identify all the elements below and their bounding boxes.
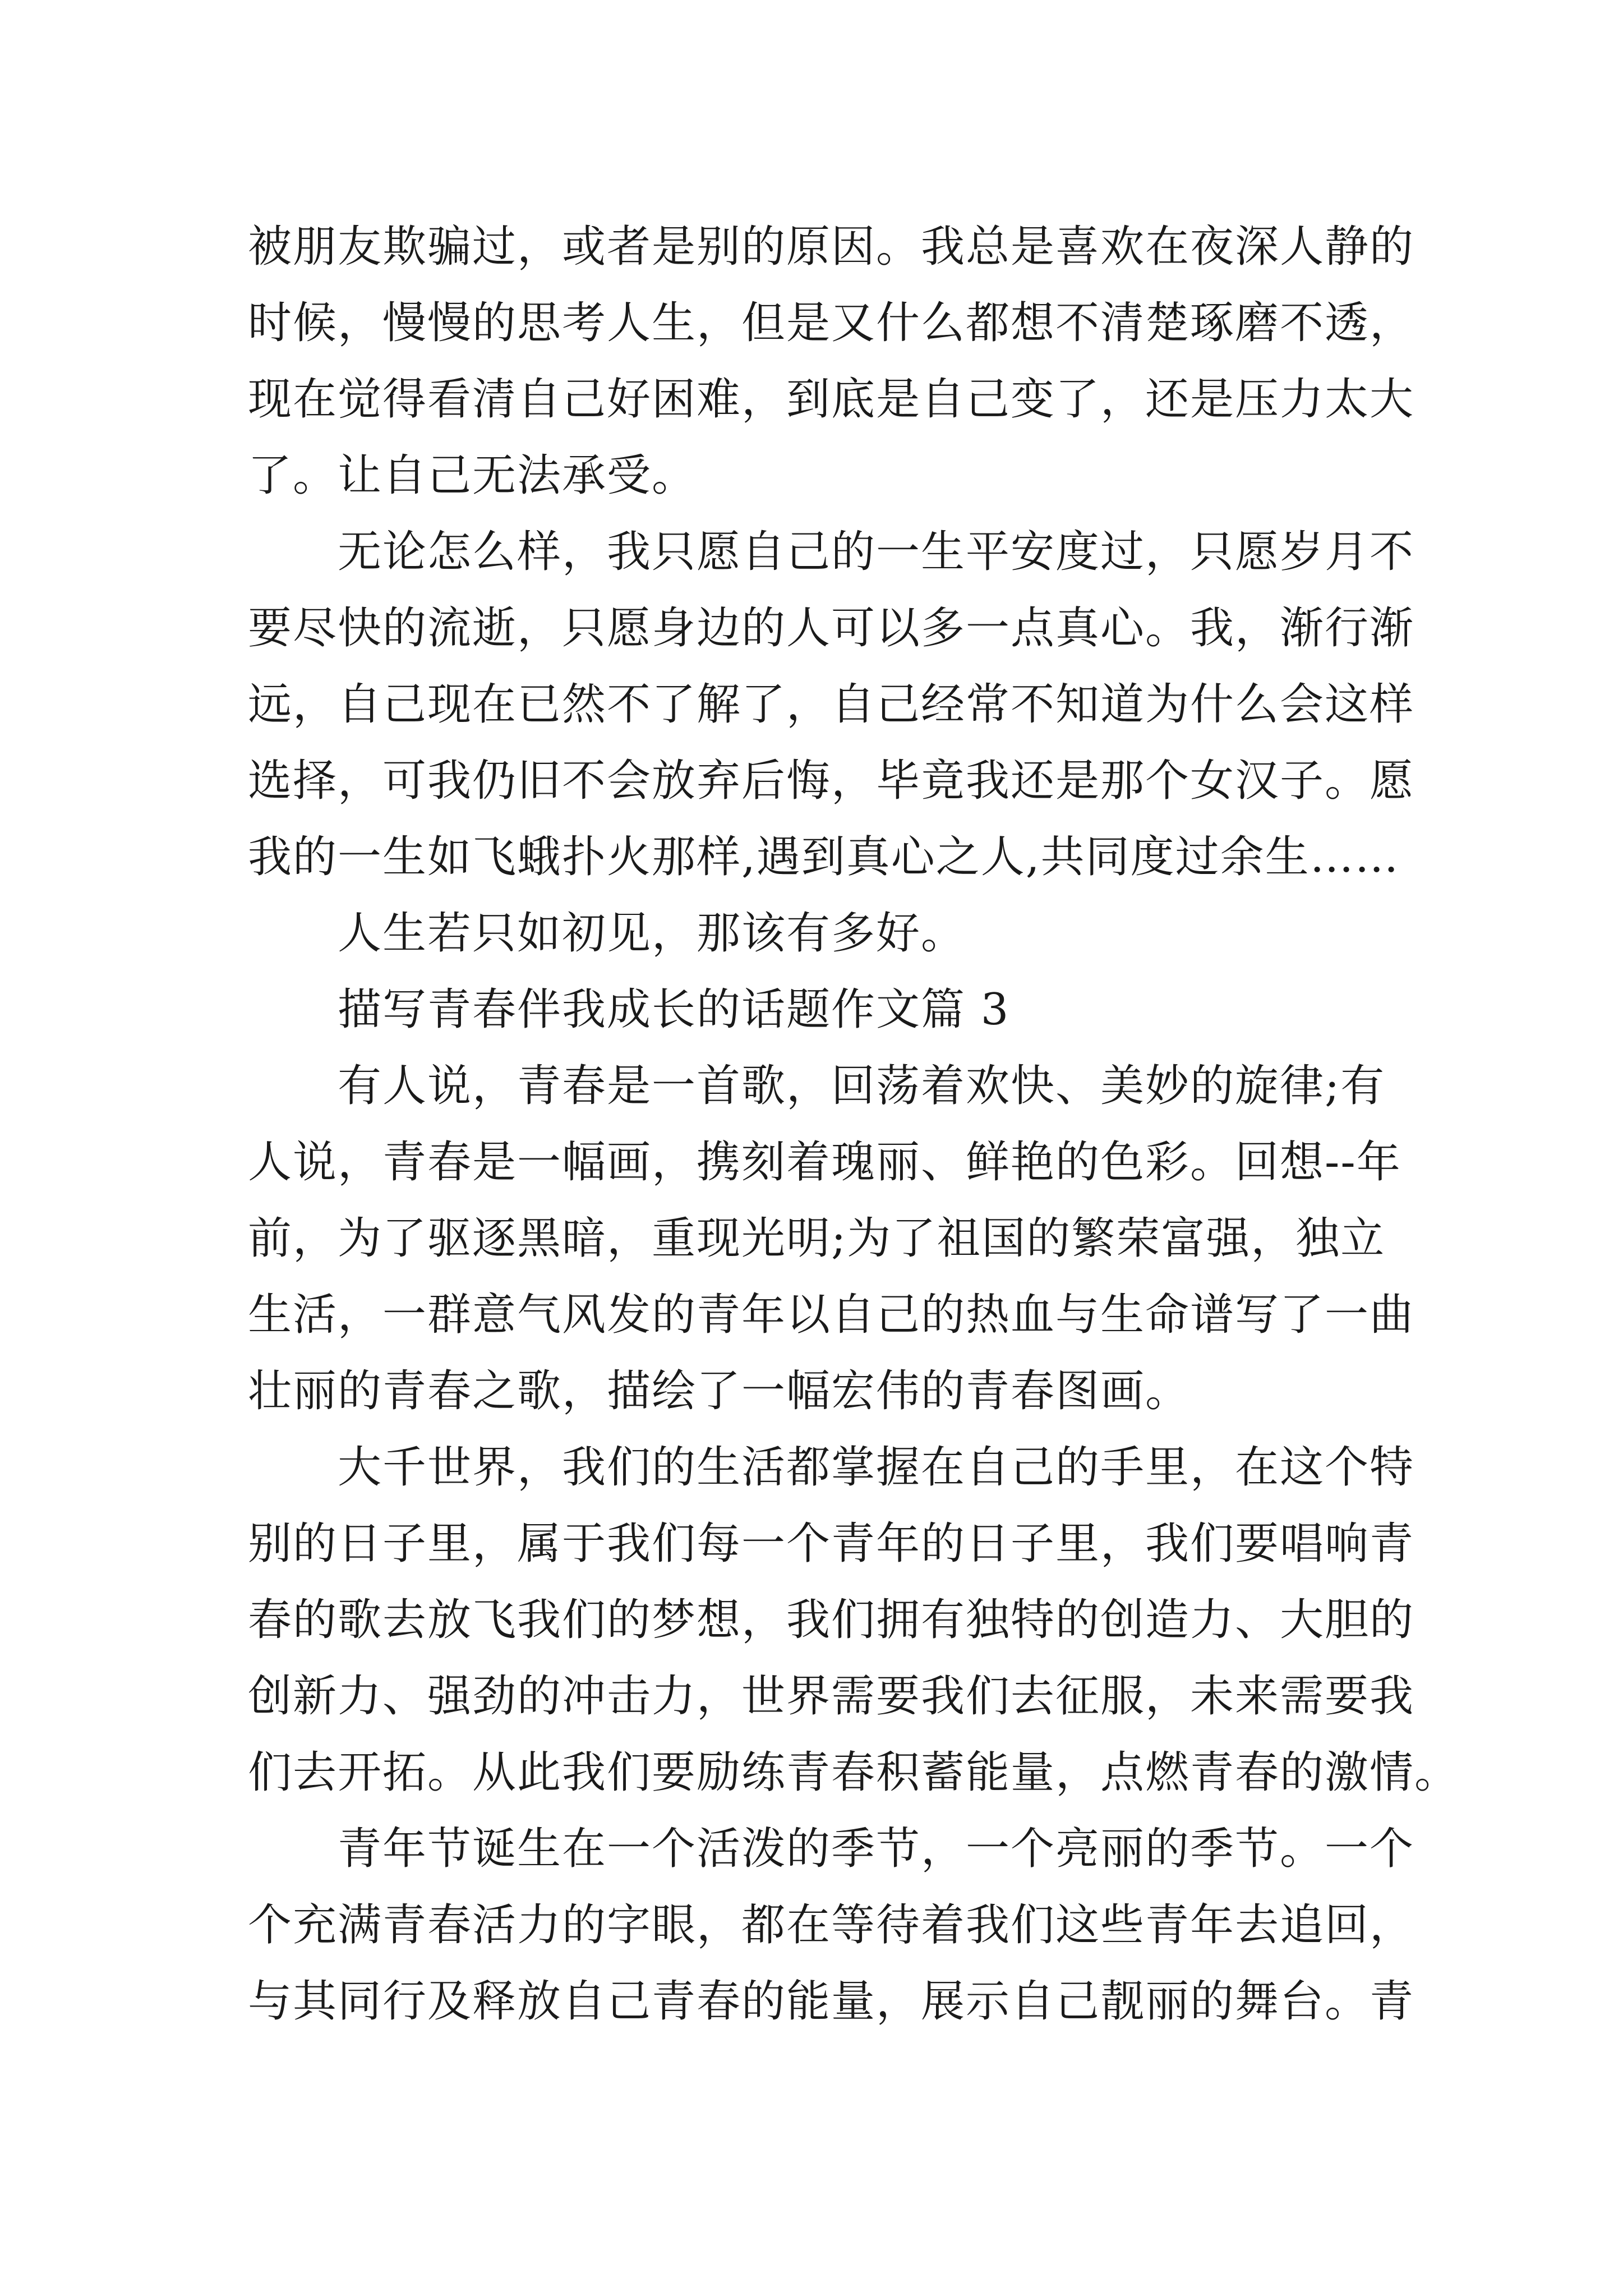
text-line: 人说，青春是一幅画，携刻着瑰丽、鲜艳的色彩。回想--年	[248, 1137, 1401, 1188]
text-line: 要尽快的流逝，只愿身边的人可以多一点真心。我，渐行渐	[248, 603, 1415, 654]
text-line: 与其同行及释放自己青春的能量，展示自己靓丽的舞台。青	[248, 1976, 1415, 2027]
body-text	[248, 209, 1460, 2040]
text-line: 远，自己现在已然不了解了，自己经常不知道为什么会这样	[248, 679, 1415, 730]
text-line: 前，为了驱逐黑暗，重现光明;为了祖国的繁荣富强，独立	[248, 1213, 1386, 1264]
paragraph-first-line: 有人说，青春是一首歌，回荡着欢快、美妙的旋律;有	[338, 1061, 1386, 1111]
section-heading: 描写青春伴我成长的话题作文篇 3	[338, 984, 1010, 1035]
paragraph-first-line: 无论怎么样，我只愿自己的一生平安度过，只愿岁月不	[338, 527, 1415, 577]
text-line: 被朋友欺骗过，或者是别的原因。我总是喜欢在夜深人静的	[248, 222, 1415, 272]
text-line: 个充满青春活力的字眼，都在等待着我们这些青年去追回，	[248, 1900, 1415, 1950]
paragraph-first-line: 人生若只如初见，那该有多好。	[338, 908, 966, 959]
text-line: 我的一生如飞蛾扑火那样,遇到真心之人,共同度过余生……	[248, 832, 1400, 882]
text-line: 们去开拓。从此我们要励练青春积蓄能量，点燃青春的激情。	[248, 1747, 1460, 1798]
text-line: 了。让自己无法承受。	[248, 450, 697, 501]
text-line: 春的歌去放飞我们的梦想，我们拥有独特的创造力、大胆的	[248, 1595, 1415, 1645]
text-line: 壮丽的青春之歌，描绘了一幅宏伟的青春图画。	[248, 1366, 1191, 1416]
text-line: 现在觉得看清自己好困难，到底是自己变了，还是压力太大	[248, 374, 1415, 425]
text-line: 创新力、强劲的冲击力，世界需要我们去征服，未来需要我	[248, 1671, 1415, 1722]
text-line: 时候，慢慢的思考人生，但是又什么都想不清楚琢磨不透，	[248, 298, 1415, 348]
paragraph-first-line: 青年节诞生在一个活泼的季节，一个亮丽的季节。一个	[338, 1824, 1415, 1874]
text-line: 别的日子里，属于我们每一个青年的日子里，我们要唱响青	[248, 1519, 1415, 1569]
text-line: 生活，一群意气风发的青年以自己的热血与生命谱写了一曲	[248, 1290, 1415, 1340]
text-line: 选择，可我仍旧不会放弃后悔，毕竟我还是那个女汉子。愿	[248, 756, 1415, 806]
paragraph-first-line: 大千世界，我们的生活都掌握在自己的手里，在这个特	[338, 1442, 1415, 1493]
